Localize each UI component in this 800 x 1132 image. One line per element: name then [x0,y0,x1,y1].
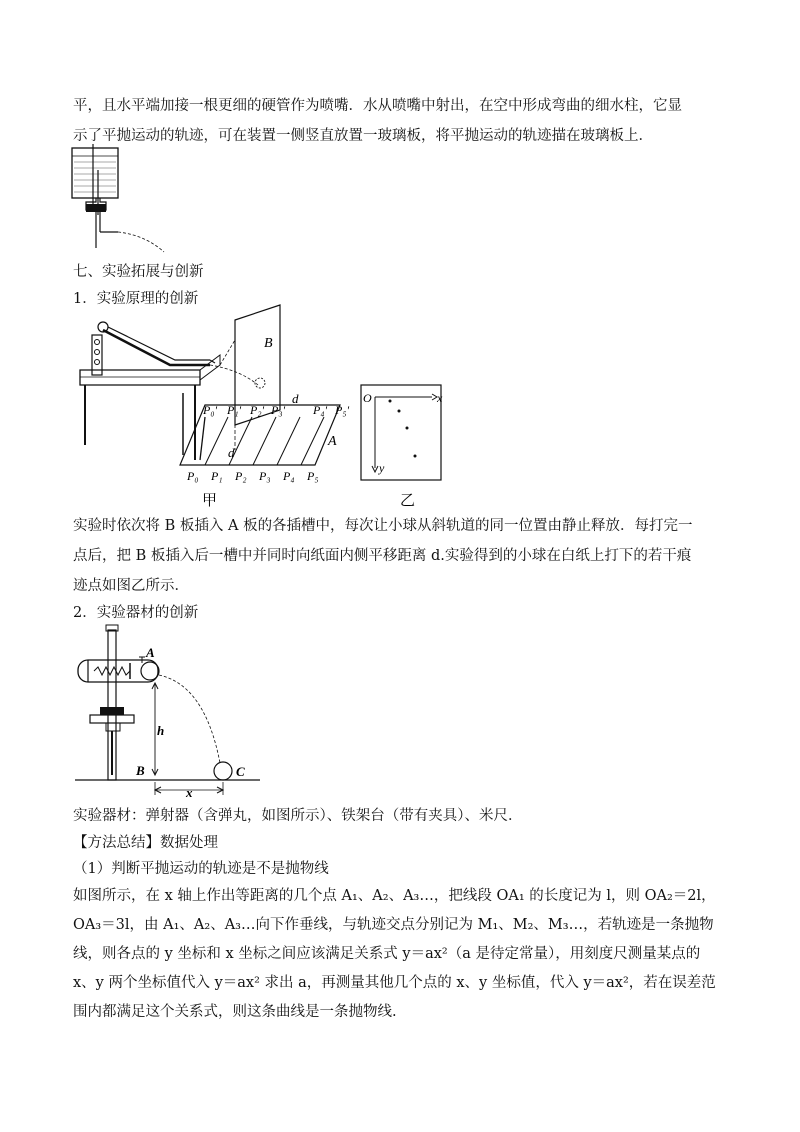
caption-yi: 乙 [400,493,416,509]
subsection-2-title: 2．实验器材的创新 [73,605,199,621]
board-a-label: A [328,434,337,449]
height-label: h [157,723,165,738]
intro-line-2: 示了平抛运动的轨迹，可在装置一侧竖直放置一玻璃板，将平抛运动的轨迹描在玻璃板上． [73,128,653,144]
para1-line-1: 实验时依次将 B 板插入 A 板的各插槽中，每次让小球从斜轨道的同一位置由静止释放．每打完一 [73,518,693,534]
materials-line: 实验器材：弹射器（含弹丸，如图所示）、铁架台（带有夹具）、米尺． [73,808,523,824]
graph-y-label: y [379,461,385,475]
figure-jia [70,315,370,510]
point-a-label: A [146,645,155,660]
d-bottom-label: d [228,445,235,460]
para2-line-5: 围内都满足这个关系式，则这条曲线是一条抛物线. [73,1004,397,1020]
board-b-label: B [264,336,273,351]
point-p4-prime: P₄' [313,403,328,417]
point-p0-prime: P₀' [203,403,218,417]
intro-line-1: 平，且水平端加接一根更细的硬管作为喷嘴．水从喷嘴中射出，在空中形成弯曲的细水柱，它显 [73,98,682,114]
para1-line-3: 迹点如图乙所示． [73,578,189,594]
para2-line-1: 如图所示，在 x 轴上作出等距离的几个点 A₁、A₂、A₃…，把线段 OA₁ 的长度记为 l，则 OA₂＝2l， [73,888,716,904]
d-top-label: d [292,391,299,406]
point-p5: P₅ [307,469,319,483]
para2-line-2: OA₃＝3l，由 A₁、A₂、A₃…向下作垂线，与轨迹交点分别记为 M₁、M₂、M₃…，若轨迹是一条抛物 [73,917,714,933]
point-b-label: B [136,763,145,778]
para1-line-2: 点后，把 B 板插入后一槽中并同时向纸面内侧平移距离 d.实验得到的小球在白纸上打下的若干痕 [73,548,692,564]
graph-x-label: x [437,391,443,405]
point-p5-prime: P₅' [335,403,350,417]
figure-yi [355,380,455,510]
launcher-figure [70,625,270,800]
para2-line-3: 线，则各点的 y 坐标和 x 坐标之间应该满足关系式 y＝ax²（a 是待定常量），用刻度尺测量某点的 [73,946,701,962]
section-7-title: 七、实验拓展与创新 [73,264,204,280]
subsection-1-title: 1．实验原理的创新 [73,291,199,307]
point-p2: P₂ [235,469,247,483]
point-p2-prime: P₂' [250,403,265,417]
distance-x-label: x [186,785,193,800]
point-c-label: C [236,764,245,779]
para2-line-4: x、y 两个坐标值代入 y＝ax² 求出 a，再测量其他几个点的 x、y 坐标值，代入 y＝ax²，若在误差范 [73,975,716,991]
water-bottle-figure [60,140,180,260]
point-p1-prime: P₁' [227,403,242,417]
point-p4: P₄ [283,469,295,483]
caption-jia: 甲 [202,493,218,509]
point-p0: P₀ [187,469,199,483]
point-p1: P₁ [211,469,223,483]
graph-origin-label: O [363,391,372,405]
item-1-title: （1）判断平抛运动的轨迹是不是抛物线 [73,861,329,877]
point-p3: P₃ [259,469,271,483]
point-p3-prime: P₃' [271,403,286,417]
method-summary-title: 【方法总结】数据处理 [73,835,218,851]
